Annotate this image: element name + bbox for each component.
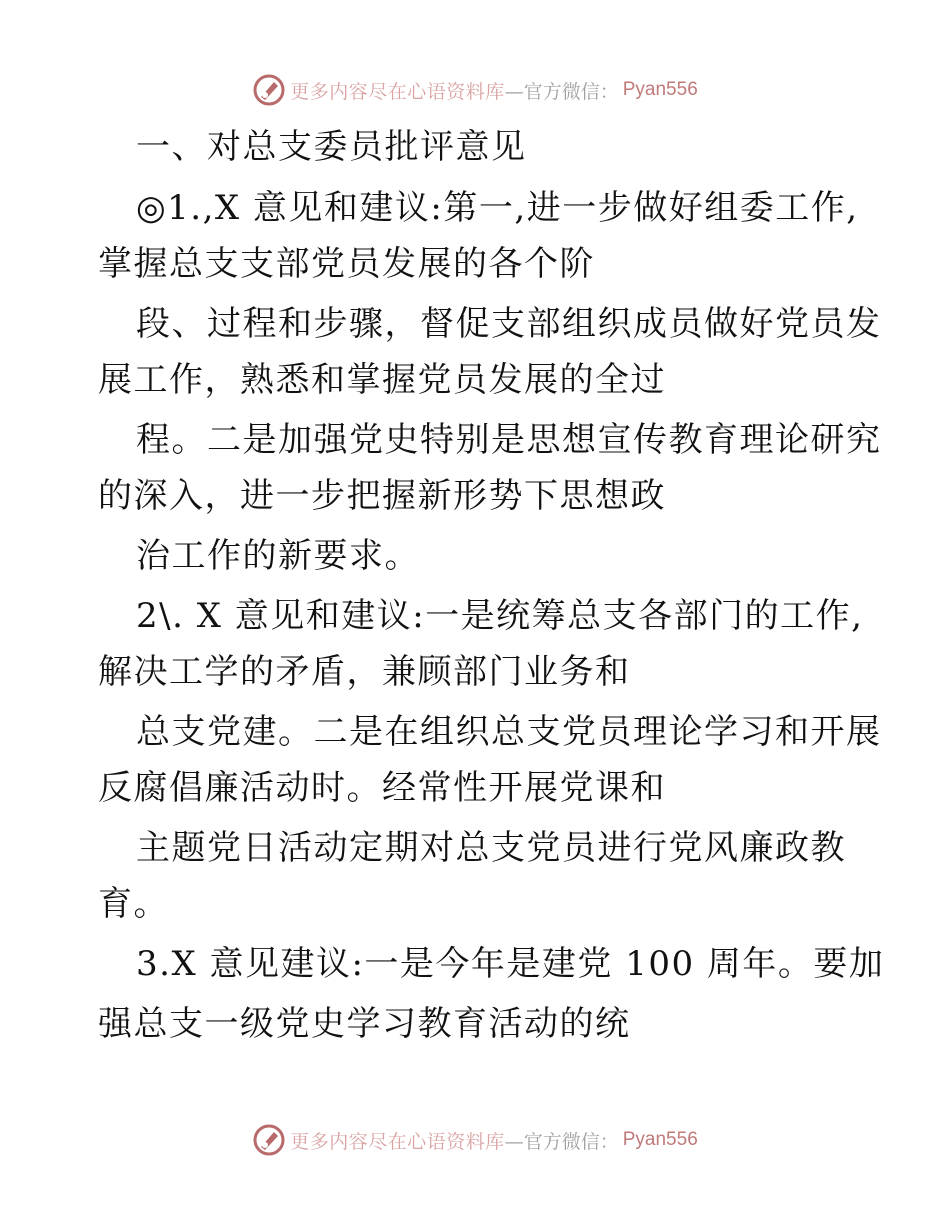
paragraph-line: 程。二是加强党史特别是思想宣传教育理论研究: [136, 420, 882, 460]
paragraph-line: 总支党建。二是在组织总支党员理论学习和开展: [136, 712, 882, 752]
watermark-handle: Pyan556: [622, 1129, 698, 1150]
paragraph-line: 3.X 意见建议:一是今年是建党 100 周年。要加: [136, 944, 885, 984]
watermark-handle: Pyan556: [622, 79, 698, 100]
watermark-separator: —官方微信：: [504, 80, 619, 103]
paragraph-line: 展工作，熟悉和掌握党员发展的全过: [98, 360, 666, 400]
watermark-text: 更多内容尽在心语资料库: [290, 1130, 505, 1153]
watermark-separator: —官方微信：: [504, 1130, 619, 1153]
paragraph-line: 反腐倡廉活动时。经常性开展党课和: [98, 768, 666, 808]
section-heading: 一、对总支委员批评意见: [136, 127, 527, 167]
paragraph-line: 主题党日活动定期对总支党员进行党风廉政教: [136, 828, 846, 868]
paragraph-line: 治工作的新要求。: [136, 536, 420, 576]
paragraph-line: 2\. X 意见和建议:一是统筹总支各部门的工作,: [136, 596, 864, 636]
paragraph-line: 育。: [98, 884, 169, 924]
paragraph-line: 掌握总支支部党员发展的各个阶: [98, 244, 595, 284]
paragraph-line: 的深入，进一步把握新形势下思想政: [98, 476, 666, 516]
paragraph-line: ◎1.,X 意见和建议:第一,进一步做好组委工作,: [136, 188, 859, 228]
logo-icon: [252, 1123, 286, 1157]
header-watermark: [0, 70, 950, 110]
footer-watermark: [0, 1120, 950, 1160]
paragraph-line: 段、过程和步骤，督促支部组织成员做好党员发: [136, 304, 882, 344]
watermark-text: 更多内容尽在心语资料库: [290, 80, 505, 103]
logo-icon: [252, 73, 286, 107]
paragraph-line: 解决工学的矛盾，兼顾部门业务和: [98, 652, 631, 692]
paragraph-line: 强总支一级党史学习教育活动的统: [98, 1004, 631, 1044]
